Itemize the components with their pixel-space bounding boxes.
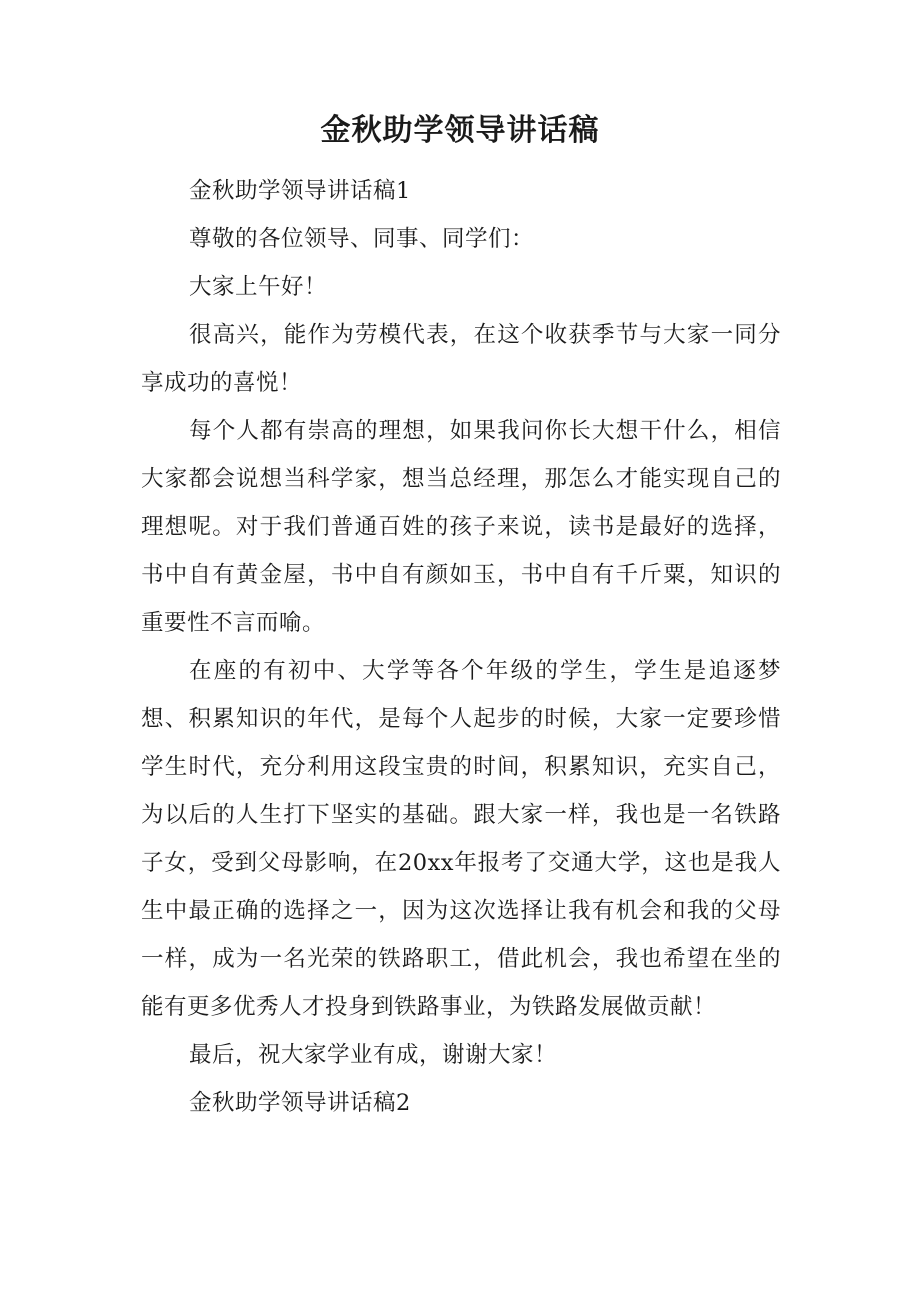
- salutation: 尊敬的各位领导、同事、同学们：: [189, 226, 535, 252]
- body-paragraph: 每个人都有崇高的理想，如果我问你长大想干什么，相信大家都会说想当科学家，想当总经理，那怎么才能实现自己的理想呢。对于我们普通百姓的孩子来说，读书是最好的选择，书中自有黄金屋，书中自有颜如玉，书中自有千斤粟，知识的重要性不言而喻。: [141, 418, 781, 636]
- document-body: [141, 167, 781, 1127]
- closing-paragraph: 最后，祝大家学业有成，谢谢大家！: [189, 1042, 558, 1068]
- greeting: 大家上午好！: [189, 274, 328, 300]
- section-heading-1: 金秋助学领导讲话稿1: [189, 178, 411, 204]
- section-heading-2: 金秋助学领导讲话稿2: [189, 1090, 411, 1116]
- body-paragraph: 很高兴，能作为劳模代表，在这个收获季节与大家一同分享成功的喜悦！: [141, 322, 781, 396]
- document-title: 金秋助学领导讲话稿: [320, 113, 600, 148]
- body-paragraph: 在座的有初中、大学等各个年级的学生，学生是追逐梦想、积累知识的年代，是每个人起步的时候，大家一定要珍惜学生时代，充分利用这段宝贵的时间，积累知识，充实自己，为以后的人生打下坚实的基础。跟大家一样，我也是一名铁路子女，受到父母影响，在20xx年报考了交通大学，这也是我人生中最正确的选择之一，因为这次选择让我有机会和我的父母一样，成为一名光荣的铁路职工，借此机会，我也希望在坐的能有更多优秀人才投身到铁路事业，为铁路发展做贡献！: [141, 658, 781, 1020]
